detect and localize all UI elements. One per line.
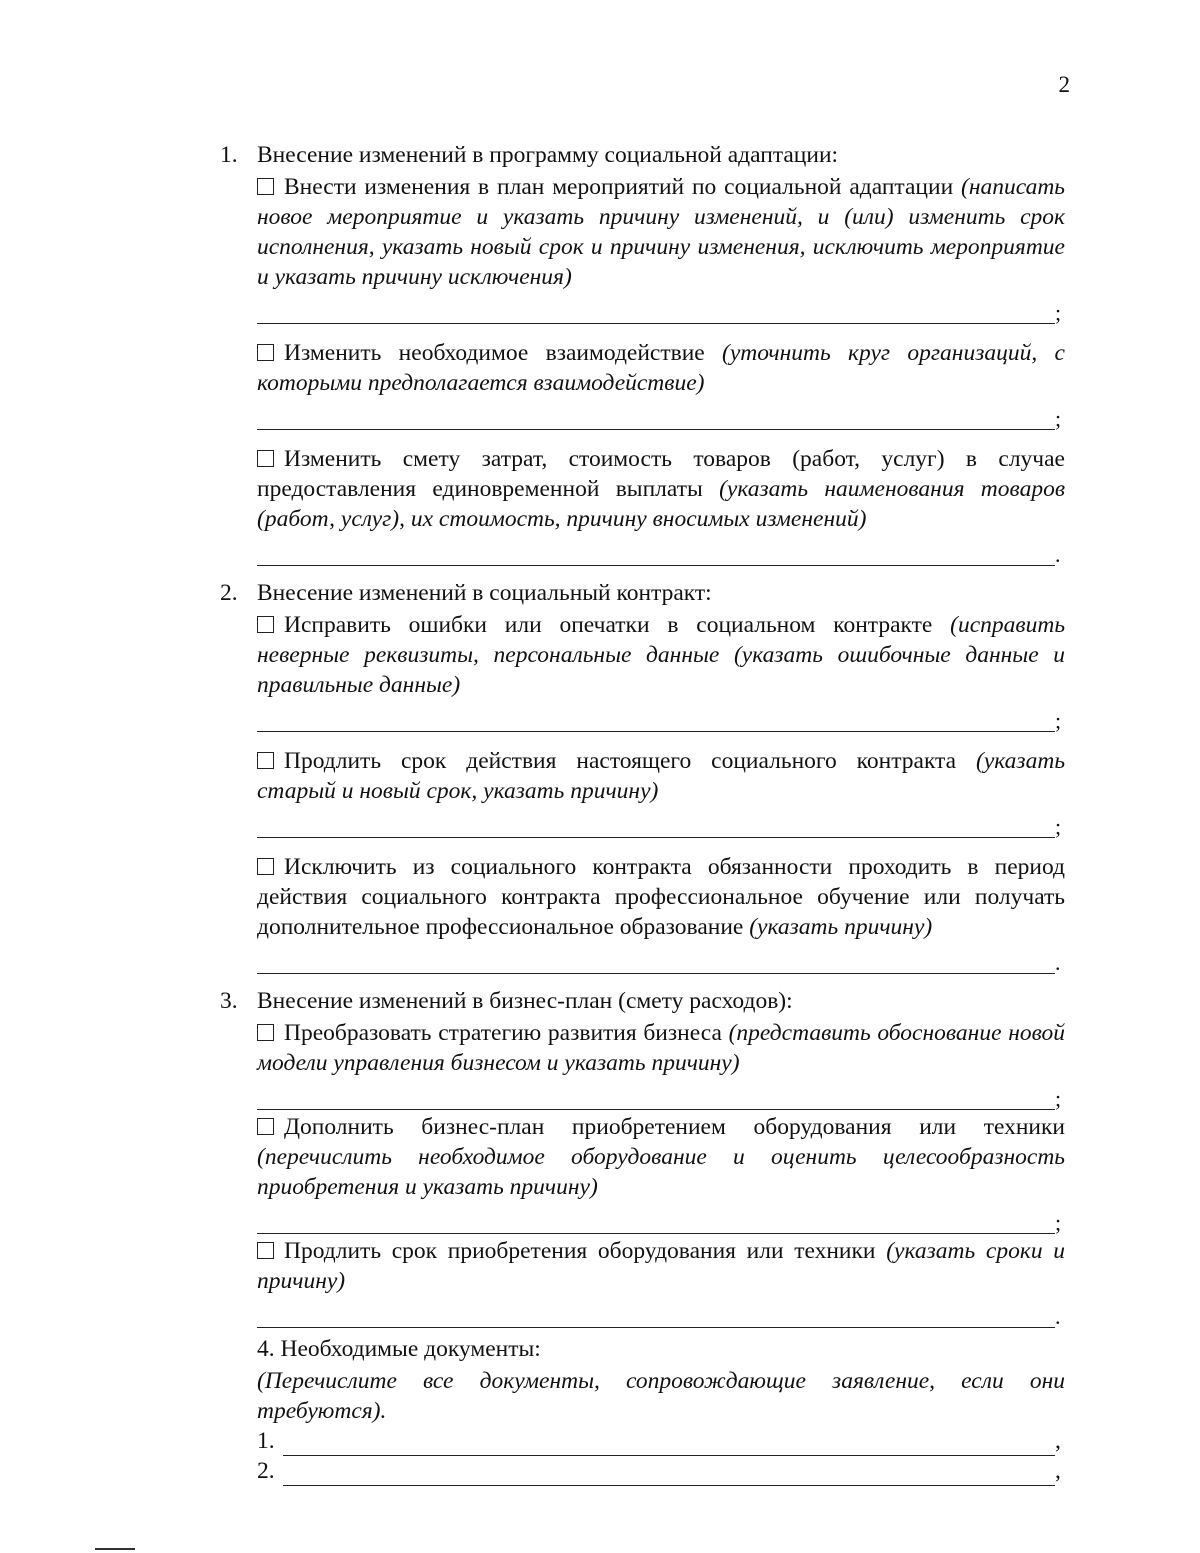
option-extend-purchase (257, 1236, 1065, 1296)
section-title (220, 578, 1065, 608)
option-text: Преобразовать стратегию развития бизнеса (284, 1020, 722, 1046)
section-4-documents (257, 1334, 1065, 1486)
checkbox[interactable] (257, 344, 274, 361)
option-add-equipment (257, 1112, 1065, 1202)
checkbox[interactable] (257, 752, 274, 769)
option-hint: (уточнить круг организаций, с которыми предполагается взаимодействие) (257, 340, 1065, 396)
option-change-interaction (257, 338, 1065, 398)
line-end-punct: ; (1055, 1086, 1062, 1111)
option-hint: (указать причину) (749, 914, 933, 940)
checkbox[interactable] (257, 450, 274, 467)
option-change-adaptation-plan (257, 172, 1065, 292)
section-title (220, 986, 1065, 1016)
line-end-punct: . (1055, 1304, 1061, 1329)
option-text: Продлить срок действия настоящего социального контракта (284, 748, 957, 774)
section-number: 3. (220, 988, 238, 1014)
answer-line[interactable] (257, 536, 1065, 566)
answer-line[interactable] (257, 294, 1065, 324)
option-hint: (исправить неверные реквизиты, персональные данные (указать ошибочные данные и правильные данные) (257, 612, 1066, 698)
answer-line[interactable] (257, 1298, 1065, 1328)
line-end-punct: ; (1055, 300, 1062, 325)
answer-line[interactable] (257, 1080, 1065, 1110)
form-body (220, 140, 1065, 1486)
line-end-punct: . (1055, 950, 1061, 975)
option-hint: (написать новое мероприятие и указать причину изменений, и (или) изменить срок исполнения, указать новый срок и причину изменения, исключить мероприятие и указать причину исключения) (257, 174, 1066, 290)
line-end-punct: ; (1055, 708, 1062, 733)
section-title-text: Внесение изменений в программу социальной адаптации: (257, 142, 839, 168)
option-hint: (перечислить необходимое оборудование и оценить целесообразность приобретения и указать причину) (257, 1144, 1065, 1200)
line-end-punct: , (1055, 1458, 1061, 1484)
document-row-number: 1. (257, 1428, 275, 1454)
line-end-punct: ; (1055, 406, 1062, 431)
section-title (220, 140, 1065, 170)
section-title-text: Внесение изменений в социальный контракт: (257, 580, 712, 606)
option-text: Внести изменения в план мероприятий по социальной адаптации (284, 174, 954, 200)
option-text: Изменить необходимое взаимодействие (284, 340, 705, 366)
checkbox[interactable] (257, 1024, 274, 1041)
option-text: Исключить из социального контракта обязанности проходить в период действия социального контракта профессиональное обучение или получать дополнительное профессиональное образование (257, 854, 1065, 940)
answer-line[interactable] (257, 808, 1065, 838)
answer-line[interactable] (257, 1204, 1065, 1234)
answer-line[interactable] (257, 400, 1065, 430)
documents-hint: (Перечислите все документы, сопровождающие заявление, если они требуются). (257, 1368, 1065, 1424)
option-hint: (представить обоснование новой модели управления бизнесом и указать причину) (257, 1020, 1065, 1076)
option-transform-strategy (257, 1018, 1065, 1078)
option-hint: (указать наименования товаров (работ, услуг), их стоимость, причину вносимых изменений) (257, 476, 1066, 532)
section-3 (220, 986, 1065, 1486)
section-title-text: Внесение изменений в бизнес-план (смету расходов): (257, 988, 793, 1014)
option-text: Продлить срок приобретения оборудования или техники (284, 1238, 876, 1264)
document-row-number: 2. (257, 1458, 275, 1484)
section-2 (220, 578, 1065, 974)
answer-line[interactable] (257, 944, 1065, 974)
checkbox[interactable] (257, 616, 274, 633)
document-row[interactable] (257, 1456, 1065, 1486)
page-number: 2 (1058, 72, 1070, 97)
line-end-punct: ; (1055, 1210, 1062, 1235)
option-extend-contract (257, 746, 1065, 806)
option-text: Изменить смету затрат, стоимость товаров (работ, услуг) в случае предоставления единовременной выплаты (257, 446, 1065, 502)
option-hint: (указать сроки и причину) (257, 1238, 1066, 1294)
checkbox[interactable] (257, 178, 274, 195)
document-row[interactable] (257, 1426, 1065, 1456)
section-1 (220, 140, 1065, 566)
documents-title: 4. Необходимые документы: (257, 1336, 541, 1362)
option-change-cost-estimate (257, 444, 1065, 534)
section-number: 2. (220, 580, 238, 606)
answer-line[interactable] (257, 702, 1065, 732)
option-exclude-training (257, 852, 1065, 942)
option-hint: (указать старый и новый срок, указать причину) (257, 748, 1066, 804)
line-end-punct: . (1055, 542, 1061, 567)
checkbox[interactable] (257, 1242, 274, 1259)
option-fix-errors (257, 610, 1065, 700)
scan-mark (95, 1548, 135, 1550)
section-number: 1. (220, 142, 238, 168)
checkbox[interactable] (257, 858, 274, 875)
line-end-punct: ; (1055, 814, 1062, 839)
option-text: Исправить ошибки или опечатки в социальном контракте (284, 612, 933, 638)
line-end-punct: , (1055, 1428, 1061, 1454)
checkbox[interactable] (257, 1118, 274, 1135)
option-text: Дополнить бизнес-план приобретением оборудования или техники (284, 1114, 1065, 1140)
